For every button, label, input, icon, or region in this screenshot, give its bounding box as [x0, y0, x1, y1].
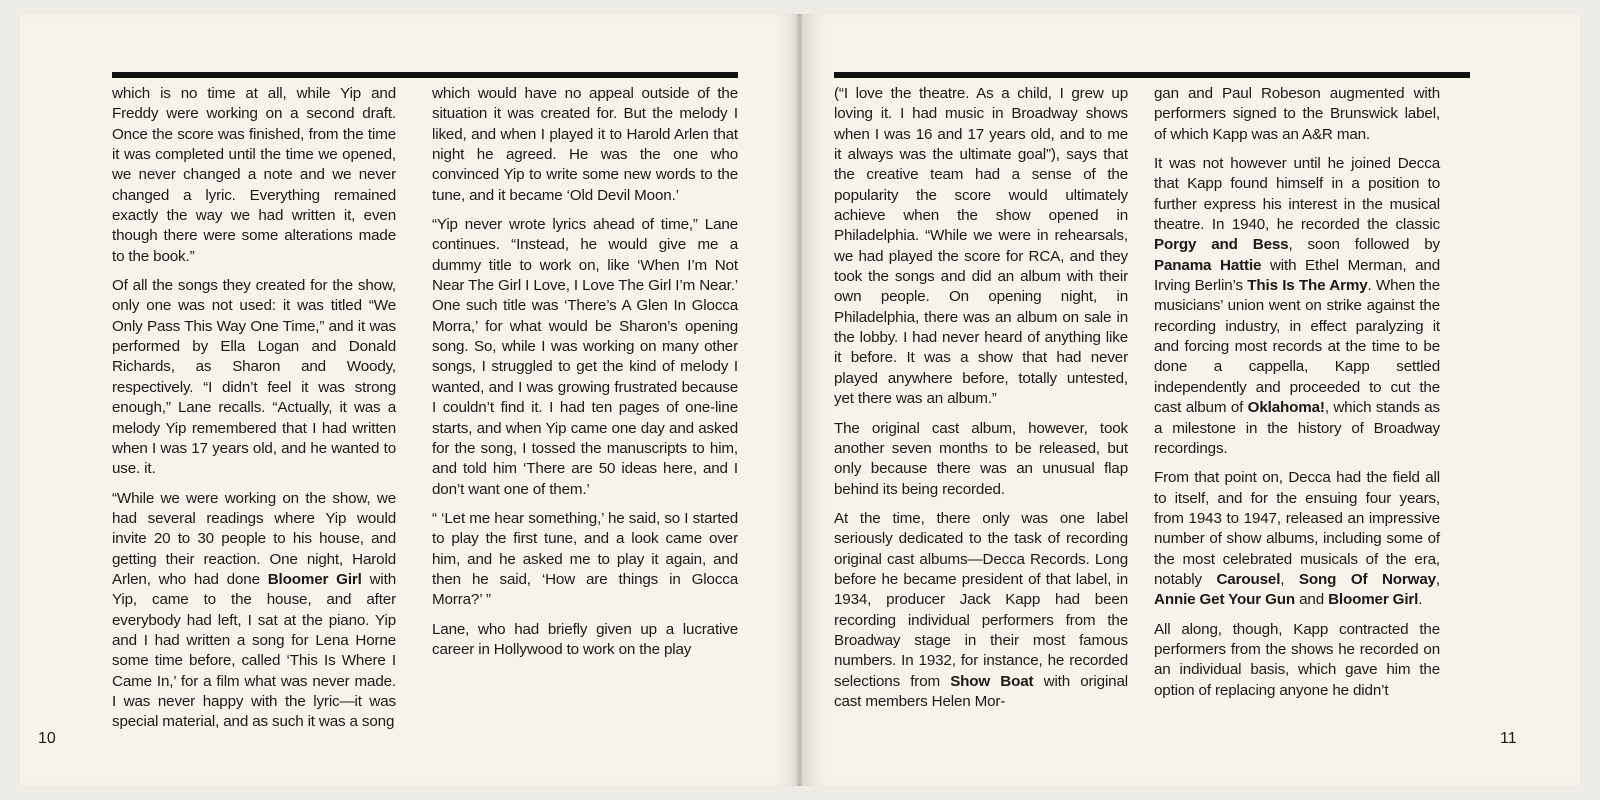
paragraph: The original cast album, however, took another seven months to be released, but only because there was an unusual flap behind its being recorded. [834, 419, 1128, 498]
paragraph [112, 489, 396, 733]
bold-title: Porgy and Bess [1154, 236, 1289, 254]
text-run: From that point on, Decca had the field all to itself, and for the ensuing four years, from 1943 to 1947, released an impressive number of show albums, including some of the most celebrated musicals of the era, notably [1154, 469, 1440, 588]
top-rule [112, 72, 738, 78]
bold-title: Bloomer Girl [267, 570, 362, 588]
text-run: with original cast members Helen Mor- [834, 672, 1128, 710]
text-run: , soon followed by [1288, 236, 1440, 254]
page-number: 11 [1500, 730, 1517, 747]
bold-title: Bloomer Girl [1328, 591, 1419, 609]
bold-title: Oklahoma! [1247, 399, 1325, 417]
paragraph: Of all the songs they created for the show, only one was not used: it was titled “We Only Pass This Way One Time,” and it was performed by Ella Logan and Donald Richards, as Sharon and Woody, respectively. “I didn’t feel it was strong enough,” Lane recalls. “Actually, it was a melody Yip remembered that I had written when I was 17 years old, and he wanted to use. it. [112, 277, 396, 478]
paragraph: Lane, who had briefly given up a lucrative career in Hollywood to work on the play [432, 620, 738, 658]
right-page-column-2 [1154, 84, 1440, 710]
bold-title: Song Of Norway [1298, 570, 1436, 588]
paragraph [834, 509, 1128, 712]
text-run: . [1418, 591, 1423, 609]
text-run: “While we were working on the show, we had several readings where Yip would invite 20 to 30 people to his house, and getting their reaction. One night, Harold Arlen, who had done [112, 489, 396, 588]
paragraph: All along, though, Kapp contracted the performers from the shows he recorded on an individual basis, which gave him the option of replacing anyone he didn’t [1154, 620, 1440, 699]
paragraph [1154, 468, 1440, 610]
text-run: with Ethel Merman, and Irving Berlin’s [1154, 256, 1440, 295]
page-number: 10 [38, 730, 56, 747]
paragraph: (“I love the theatre. As a child, I grew up loving it. I had music in Broadway shows when I was 16 and 17 years old, and to me it always was the ultimate goal”), says that the creative team had a sense of the popularity the score would ultimately achieve when the show opened in Philadelphia. “While we were in rehearsals, we had played the score for RCA, and they took the songs and did an album with their own people. On opening night, in Philadelphia, there was an album on sale in the lobby. I had never heard of anything like it before. It was a show that had never played anywhere before, totally untested, yet there was an album.” [834, 85, 1128, 408]
bold-title: Panama Hattie [1154, 256, 1262, 274]
text-run: with Yip, came to the house, and after everybody had left, I sat at the piano. Yip and I had written a song for Lena Horne some time before, called ‘This Is Where I Came In,’ for a film what was never made. I was never happy with the lyric—it was special material, and as such it was a song [112, 570, 396, 731]
right-page-column-1 [834, 84, 1128, 721]
paragraph: gan and Paul Robeson augmented with performers signed to the Brunswick label, of which Kapp was an A&R man. [1154, 85, 1440, 143]
paragraph: which is no time at all, while Yip and Freddy were working on a second draft. Once the score was finished, from the time it was completed until the time we opened, we never changed a note and we never changed a lyric. Everything remained exactly the way we had written it, even though there were some alterations made to the book.” [112, 85, 396, 265]
text-run: , [1280, 570, 1299, 588]
paragraph: “ ‘Let me hear something,’ he said, so I started to play the first tune, and a look came over him, and he asked me to play it again, and then he said, ‘How are things in Glocca Morra?’ ” [432, 509, 738, 609]
text-run: At the time, there only was one label seriously dedicated to the task of recording original cast albums—Decca Records. Long before he became president of that label, in 1934, producer Jack Kapp had been recording individual performers from the Broadway stage in their most famous numbers. In 1932, for instance, he recorded selections from [834, 509, 1128, 690]
left-page-column-1 [112, 84, 396, 742]
paragraph [1154, 154, 1440, 459]
top-rule [834, 72, 1470, 78]
text-run: , [1435, 570, 1440, 588]
bold-title: Annie Get Your Gun [1154, 591, 1296, 609]
bold-title: Carousel [1216, 570, 1281, 588]
right-page [802, 14, 1580, 786]
text-run: It was not however until he joined Decca that Kapp found himself in a position to further express his interest in the musical theatre. In 1940, he recorded the classic [1154, 155, 1440, 234]
bold-title: This Is The Army [1247, 277, 1368, 295]
text-run: . When the musicians’ union went on strike against the recording industry, in effect paralyzing it and forcing most records at the time to be done a cappella, Kapp settled independently and proceeded to cut the cast album of [1154, 277, 1440, 417]
text-run: , which stands as a milestone in the history of Broadway recordings. [1154, 399, 1440, 457]
text-run: and [1295, 591, 1329, 609]
left-page-column-2 [432, 84, 738, 669]
paragraph: which would have no appeal outside of the situation it was created for. But the melody I liked, and when I played it to Harold Arlen that night he agreed. He was the one who convinced Yip to write some new words to the tune, and it became ‘Old Devil Moon.’ [432, 85, 738, 204]
paragraph: “Yip never wrote lyrics ahead of time,” Lane continues. “Instead, he would give me a dummy title to work on, like ‘When I’m Not Near The Girl I Love, I Love The Girl I’m Near.’ One such title was ‘There’s A Glen In Glocca Morra,’ for what would be Sharon’s opening song. So, while I was working on many other songs, I struggled to get the kind of melody I wanted, and I was growing frustrated because I couldn’t find it. I had ten pages of one-line starts, and when Yip came one day and asked for the song, I tossed the manuscripts to him, and told him ‘There are 50 ideas here, and I don’t want one of them.’ [432, 216, 738, 498]
left-page [20, 14, 800, 786]
bold-title: Show Boat [950, 672, 1034, 690]
